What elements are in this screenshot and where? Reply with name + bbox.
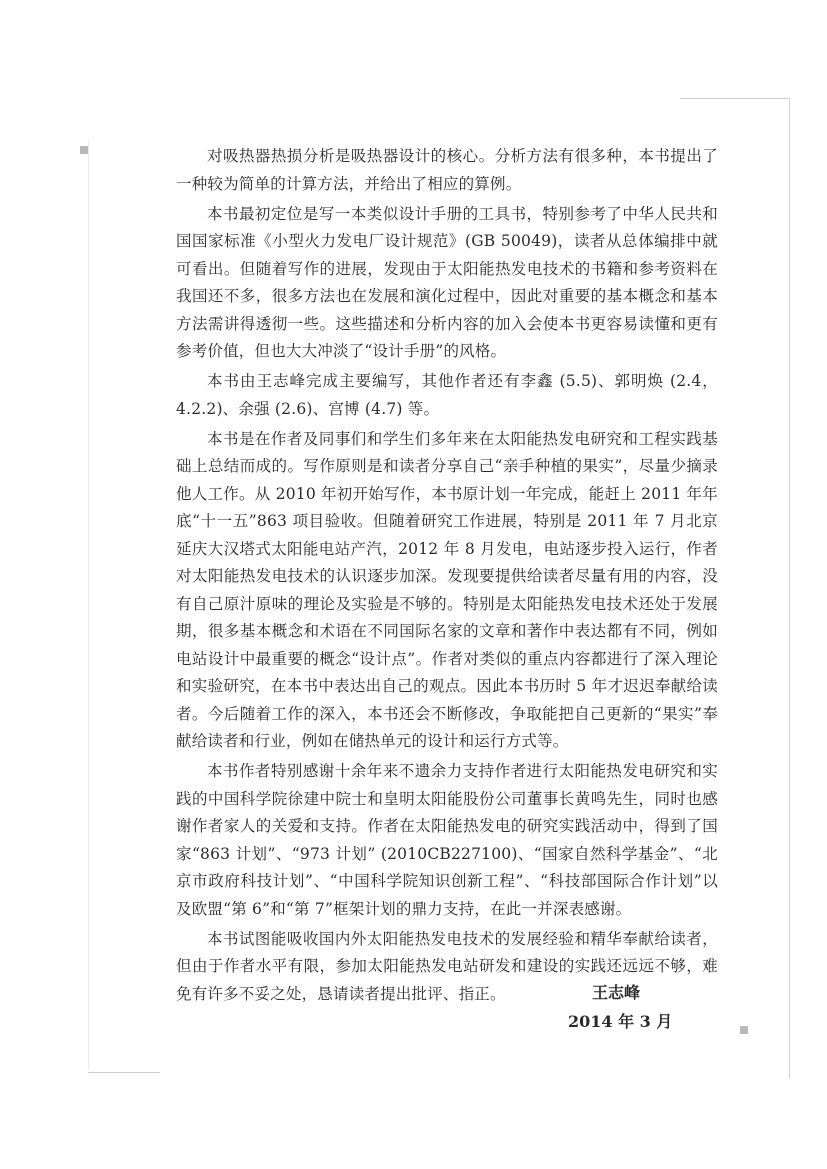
scan-mark-top — [80, 146, 88, 154]
page-edge-left — [88, 140, 89, 1070]
scan-mark-bottom — [740, 1026, 748, 1034]
page-edge-top — [680, 98, 790, 99]
paragraph: 本书是在作者及同事们和学生们多年来在太阳能热发电研究和工程实践基础上总结而成的。写作原则是和读者分享自己“亲手种植的果实”，尽量少摘录他人工作。从 2010 年初开始写作，本书原计划一年完成，能赶上 2011 年年底“十一五”863 项目验收。但随着研究工作进展，特别是 2011 年 7 月北京延庆大汉塔式太阳能电站产汽，2012 年 8 月发电，电站逐步投入运行，作者对太阳能热发电技术的认识逐步加深。发现要提供给读者尽量有用的内容，没有自己原汁原味的理论及实验是不够的。特别是太阳能热发电技术还处于发展期，很多基本概念和术语在不同国际名家的文章和著作中表达都有不同，例如电站设计中最重要的概念“设计点”。作者对类似的重点内容都进行了深入理论和实验研究，在本书中表达出自己的观点。因此本书历时 5 年才迟迟奉献给读者。今后随着工作的深入，本书还会不断修改，争取能把自己更新的“果实”奉献给读者和行业，例如在储热单元的设计和运行方式等。 — [176, 429, 718, 750]
page-edge-right — [789, 98, 790, 1078]
preface-body — [176, 143, 718, 1011]
signature-author: 王志峰 — [592, 983, 641, 1002]
signature-date: 2014 年 3 月 — [568, 1012, 673, 1031]
paragraph: 本书作者特别感谢十余年来不遗余力支持作者进行太阳能热发电研究和实践的中国科学院徐建中院士和皇明太阳能股份公司董事长黄鸣先生，同时也感谢作者家人的关爱和支持。作者在太阳能热发电的研究实践活动中，得到了国家“863 计划”、“973 计划” (2010CB227100)、“国家自然科学基金”、“北京市政府科技计划”、“中国科学院知识创新工程”、“科技部国际合作计划”以及欧盟“第 6”和“第 7”框架计划的鼎力支持，在此一并深表感谢。 — [176, 762, 718, 918]
paragraph: 本书最初定位是写一本类似设计手册的工具书，特别参考了中华人民共和国国家标准《小型火力发电厂设计规范》(GB 50049)，读者从总体编排中就可看出。但随着写作的进展，发现由于太阳能热发电技术的书籍和参考资料在我国还不多，很多方法也在发展和演化过程中，因此对重要的基本概念和基本方法需讲得透彻一些。这些描述和分析内容的加入会使本书更容易读懂和更有参考价值，但也大大冲淡了“设计手册”的风格。 — [176, 204, 718, 360]
paragraph: 对吸热器热损分析是吸热器设计的核心。分析方法有很多种，本书提出了一种较为简单的计算方法，并给出了相应的算例。 — [176, 147, 718, 193]
paragraph: 本书由王志峰完成主要编写，其他作者还有李鑫 (5.5)、郭明焕 (2.4，4.2.2)、余强 (2.6)、宫博 (4.7) 等。 — [176, 372, 718, 418]
paragraph: 本书试图能吸收国内外太阳能热发电技术的发展经验和精华奉献给读者，但由于作者水平有限，参加太阳能热发电站研发和建设的实践还远远不够，难免有许多不妥之处，恳请读者提出批评、指正。 — [176, 929, 718, 1003]
page-edge-bottom — [88, 1072, 160, 1073]
